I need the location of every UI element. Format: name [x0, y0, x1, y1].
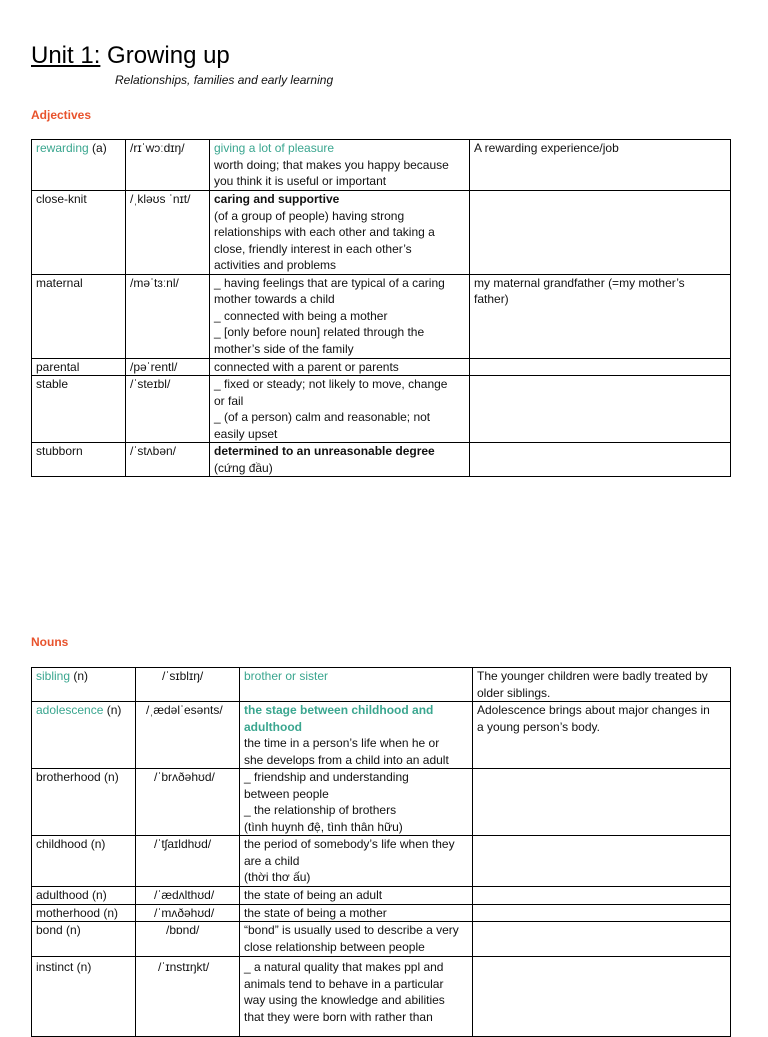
table-row	[32, 769, 731, 836]
example-line: a young person’s body.	[477, 719, 600, 734]
definition-line: _ a natural quality that makes ppl and	[244, 960, 444, 974]
example-cell	[473, 769, 731, 836]
example-cell: A rewarding experience/job	[470, 140, 731, 191]
definition-line: animals tend to behave in a particular	[244, 976, 444, 991]
example-cell	[470, 274, 731, 358]
example-cell	[470, 443, 731, 477]
definition-line: _ fixed or steady; not likely to move, change	[214, 377, 448, 391]
example-cell	[473, 668, 731, 702]
unit-label: Unit 1:	[31, 42, 101, 69]
definition-line: between people	[244, 786, 329, 801]
definition-cell	[210, 358, 470, 376]
definition-cell	[240, 922, 473, 957]
table-row	[32, 358, 731, 376]
definition-line: mother’s side of the family	[214, 341, 354, 356]
table-row	[32, 702, 731, 769]
nouns-table	[31, 667, 731, 1037]
definition-line: the state of being an adult	[244, 888, 383, 902]
word-cell: childhood (n)	[32, 836, 136, 887]
word-sibling: sibling	[36, 669, 71, 683]
definition-cell	[210, 274, 470, 358]
ipa-cell: /ˈsteɪbl/	[126, 376, 210, 443]
definition-cell	[240, 887, 473, 905]
word-cell	[32, 668, 136, 702]
word-cell: parental	[32, 358, 126, 376]
table-row	[32, 376, 731, 443]
table-row	[32, 274, 731, 358]
definition-cell	[240, 702, 473, 769]
table-row	[32, 922, 731, 957]
example-line: The younger children were badly treated by	[477, 669, 708, 683]
example-line: older siblings.	[477, 685, 551, 700]
definition-heading: giving a lot of pleasure	[214, 141, 335, 155]
part-of-speech: (n)	[70, 669, 89, 683]
table-row	[32, 668, 731, 702]
page-title	[31, 42, 230, 70]
definition-cell	[240, 769, 473, 836]
definition-line: _ connected with being a mother	[214, 308, 388, 323]
definition-line: “bond” is usually used to describe a very	[244, 923, 459, 937]
word-cell: brotherhood (n)	[32, 769, 136, 836]
example-line: Adolescence brings about major changes in	[477, 703, 710, 717]
example-cell	[470, 358, 731, 376]
ipa-cell: /rɪˈwɔːdɪŋ/	[126, 140, 210, 191]
ipa-cell: /bɒnd/	[136, 922, 240, 957]
word-rewarding: rewarding	[36, 141, 89, 155]
word-cell: instinct (n)	[32, 957, 136, 1037]
definition-line: _ friendship and understanding	[244, 770, 409, 784]
definition-line: activities and problems	[214, 258, 337, 272]
definition-heading: the stage between childhood and	[244, 703, 434, 717]
definition-cell	[210, 140, 470, 191]
example-cell	[470, 376, 731, 443]
table-row	[32, 140, 731, 191]
definition-cell	[210, 376, 470, 443]
definition-heading: brother or sister	[244, 669, 329, 683]
definition-line: the period of somebody’s life when they	[244, 837, 455, 851]
ipa-cell: /məˈtɜːnl/	[126, 274, 210, 358]
table-row	[32, 191, 731, 275]
definition-line: way using the knowledge and abilities	[244, 993, 445, 1007]
definition-line: are a child	[244, 853, 300, 868]
word-cell: stable	[32, 376, 126, 443]
example-line: father)	[474, 292, 509, 306]
example-cell	[473, 957, 731, 1037]
example-cell	[473, 836, 731, 887]
ipa-cell: /ˈtʃaɪldhʊd/	[136, 836, 240, 887]
word-cell: stubborn	[32, 443, 126, 477]
ipa-cell: /ˈbrʌðəhʊd/	[136, 769, 240, 836]
example-cell	[473, 904, 731, 922]
word-cell	[32, 140, 126, 191]
ipa-cell: /ˈmʌðəhʊd/	[136, 904, 240, 922]
word-cell: adulthood (n)	[32, 887, 136, 905]
example-cell	[473, 702, 731, 769]
ipa-cell: /ˈsɪblɪŋ/	[136, 668, 240, 702]
table-row	[32, 957, 731, 1037]
table-row	[32, 904, 731, 922]
word-cell	[32, 702, 136, 769]
definition-line: _ (of a person) calm and reasonable; not	[214, 410, 431, 424]
word-cell: motherhood (n)	[32, 904, 136, 922]
definition-cell	[240, 668, 473, 702]
definition-line: the state of being a mother	[244, 905, 387, 920]
definition-line: (cứng đầu)	[214, 460, 273, 475]
table-row	[32, 836, 731, 887]
definition-heading: caring and supportive	[214, 192, 340, 206]
part-of-speech: (a)	[88, 141, 107, 155]
definition-line: that they were born with rather than	[244, 1009, 433, 1024]
word-cell: bond (n)	[32, 922, 136, 957]
ipa-cell: /ˈstʌbən/	[126, 443, 210, 477]
ipa-cell: /ˈædʌlthʊd/	[136, 887, 240, 905]
table-row	[32, 443, 731, 477]
ipa-cell: /ˌædəlˈesənts/	[136, 702, 240, 769]
definition-line: _ having feelings that are typical of a caring	[214, 275, 445, 290]
definition-line: mother towards a child	[214, 292, 335, 306]
ipa-cell: /ˈɪnstɪŋkt/	[136, 957, 240, 1037]
word-cell: close-knit	[32, 191, 126, 275]
definition-line: you think it is useful or important	[214, 174, 387, 188]
adjectives-heading: Adjectives	[31, 108, 92, 122]
definition-line: relationships with each other and taking a	[214, 225, 435, 239]
definition-line: easily upset	[214, 426, 278, 441]
example-cell	[473, 922, 731, 957]
word-adolescence: adolescence	[36, 703, 104, 717]
nouns-heading: Nouns	[31, 635, 69, 649]
definition-cell	[240, 904, 473, 922]
definition-line: close, friendly interest in each other’s	[214, 241, 412, 256]
part-of-speech: (n)	[103, 703, 122, 717]
definition-cell	[210, 443, 470, 477]
example-line: my maternal grandfather (=my mother’s	[474, 275, 685, 290]
example-cell	[473, 887, 731, 905]
definition-line: connected with a parent or parents	[214, 359, 399, 374]
page-subtitle: Relationships, families and early learning	[115, 73, 334, 87]
definition-heading: determined to an unreasonable degree	[214, 444, 435, 458]
definition-cell	[240, 836, 473, 887]
definition-cell	[210, 191, 470, 275]
definition-cell	[240, 957, 473, 1037]
definition-heading: adulthood	[244, 719, 302, 734]
definition-line: worth doing; that makes you happy because	[214, 157, 449, 172]
definition-line: or fail	[214, 393, 244, 408]
definition-line: _ the relationship of brothers	[244, 803, 397, 817]
ipa-cell: /pəˈrentl/	[126, 358, 210, 376]
definition-line: she develops from a child into an adult	[244, 752, 449, 767]
word-cell: maternal	[32, 274, 126, 358]
ipa-cell: /ˌkləʊs ˈnɪt/	[126, 191, 210, 275]
definition-line: (thời thơ ấu)	[244, 870, 311, 884]
table-row	[32, 887, 731, 905]
example-cell	[470, 191, 731, 275]
unit-topic: Growing up	[107, 42, 230, 69]
definition-line: close relationship between people	[244, 939, 425, 954]
definition-line: (tình huynh đệ, tình thân hữu)	[244, 819, 403, 834]
definition-line: the time in a person’s life when he or	[244, 736, 440, 750]
adjectives-table	[31, 139, 731, 477]
definition-line: _ [only before noun] related through the	[214, 325, 425, 339]
definition-line: (of a group of people) having strong	[214, 208, 405, 223]
